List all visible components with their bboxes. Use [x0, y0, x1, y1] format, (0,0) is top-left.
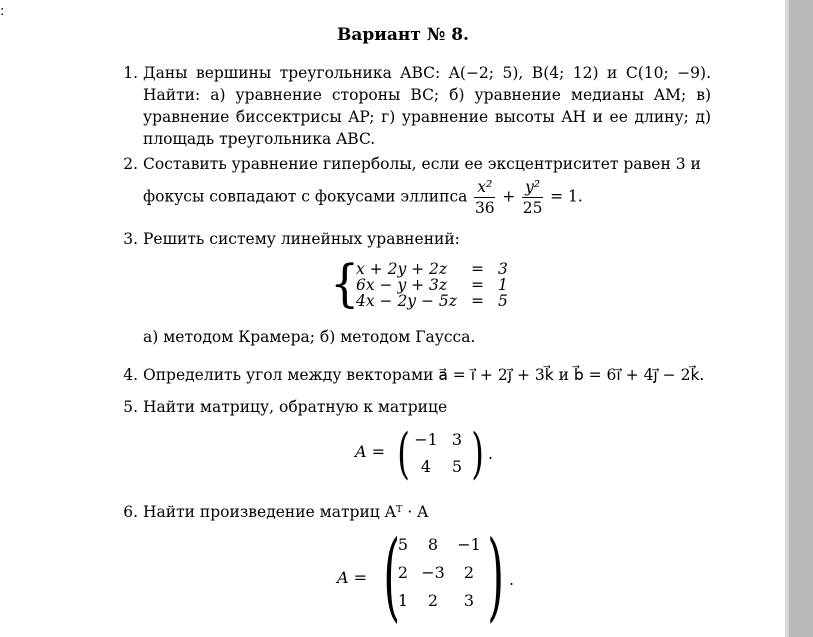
fraction-denominator: 36: [474, 199, 495, 217]
matrix-cell: 2: [463, 563, 475, 582]
fraction-y: [522, 177, 543, 218]
matrix-cell: 5: [397, 535, 409, 554]
problem-text: фокусы совпадают с фокусами эллипса: [143, 187, 468, 206]
matrix-label: A =: [355, 442, 386, 461]
matrix-cell: 3: [451, 430, 463, 449]
equation-tail: = 1.: [550, 187, 583, 206]
matrix-cell: −1: [414, 430, 438, 449]
problem-text: Найти произведение матриц Aᵀ · A: [143, 503, 429, 521]
fraction-numerator: y²: [522, 177, 543, 198]
right-paren: ): [471, 422, 484, 485]
problem-number: 2.: [123, 155, 138, 173]
fraction-denominator: 25: [522, 199, 543, 217]
problem-5: [116, 396, 711, 418]
problem-number: 6.: [123, 503, 138, 521]
problem-text: Даны вершины треугольника ABC: A(−2; 5), B(4; 12) и C(10; −9). Найти: а) уравнение стороны BC; б) уравнение медианы AM; в) уравнение биссектрисы AP; г) уравнение высоты AH и ее длину; д) площадь треугольника ABC.: [143, 64, 711, 148]
problem-number: 3.: [123, 230, 138, 248]
right-paren: ): [487, 520, 505, 632]
row-eq: =: [471, 276, 484, 294]
matrix-cell: −3: [421, 563, 445, 582]
matrix-cell: 5: [451, 457, 463, 476]
problem-2: [116, 153, 711, 218]
plus-sign: +: [502, 187, 516, 206]
problem-number: 1.: [123, 64, 138, 82]
problem-text: Определить угол между векторами a⃗ = i⃗ + 2j⃗ + 3k⃗ и b⃗ = 6i⃗ + 4j⃗ − 2k⃗.: [143, 366, 705, 384]
row-lhs: 6x − y + 3z: [356, 276, 448, 294]
problem-number: 4.: [123, 366, 138, 384]
problem-number: 5.: [123, 398, 138, 416]
problem-1: [116, 62, 711, 150]
problem-3: [116, 228, 711, 250]
matrix-cell: 1: [397, 591, 409, 610]
problem-6: [116, 501, 711, 523]
row-lhs: x + 2y + 2z: [356, 260, 448, 278]
left-paren: (: [383, 520, 401, 632]
problem-text: Решить систему линейных уравнений:: [143, 230, 460, 248]
corner-mark: :: [0, 4, 5, 19]
matrix-tail: .: [488, 444, 494, 463]
problem-3-methods: [116, 326, 711, 348]
problem-4: [116, 364, 711, 386]
matrix-cell: 8: [427, 535, 439, 554]
row-rhs: 3: [498, 260, 508, 278]
viewer-scrollbar[interactable]: [789, 0, 813, 637]
page-title: Вариант № 8.: [337, 25, 469, 45]
problem-text-line1: Составить уравнение гиперболы, если ее эксцентриситет равен 3 и: [143, 155, 701, 173]
row-lhs: 4x − 2y − 5z: [356, 292, 457, 310]
matrix-2x2: [355, 422, 505, 485]
row-eq: =: [471, 292, 484, 310]
row-eq: =: [471, 260, 484, 278]
problem-text: Найти матрицу, обратную к матрице: [143, 398, 448, 416]
matrix-3x3: [337, 520, 527, 632]
row-rhs: 5: [498, 292, 508, 310]
problem-text-line2: [143, 177, 711, 218]
matrix-cell: −1: [457, 535, 481, 554]
row-rhs: 1: [498, 276, 508, 294]
fraction-x: [474, 177, 495, 218]
matrix-tail: .: [509, 570, 515, 589]
matrix-cell: 2: [397, 563, 409, 582]
matrix-label: A =: [337, 568, 368, 587]
matrix-cell: 2: [427, 591, 439, 610]
left-brace: {: [330, 253, 360, 313]
fraction-numerator: x²: [474, 177, 495, 198]
methods-text: а) методом Крамера; б) методом Гаусса.: [143, 328, 476, 346]
matrix-cell: 3: [463, 591, 475, 610]
matrix-cell: 4: [420, 457, 432, 476]
left-paren: (: [397, 422, 410, 485]
